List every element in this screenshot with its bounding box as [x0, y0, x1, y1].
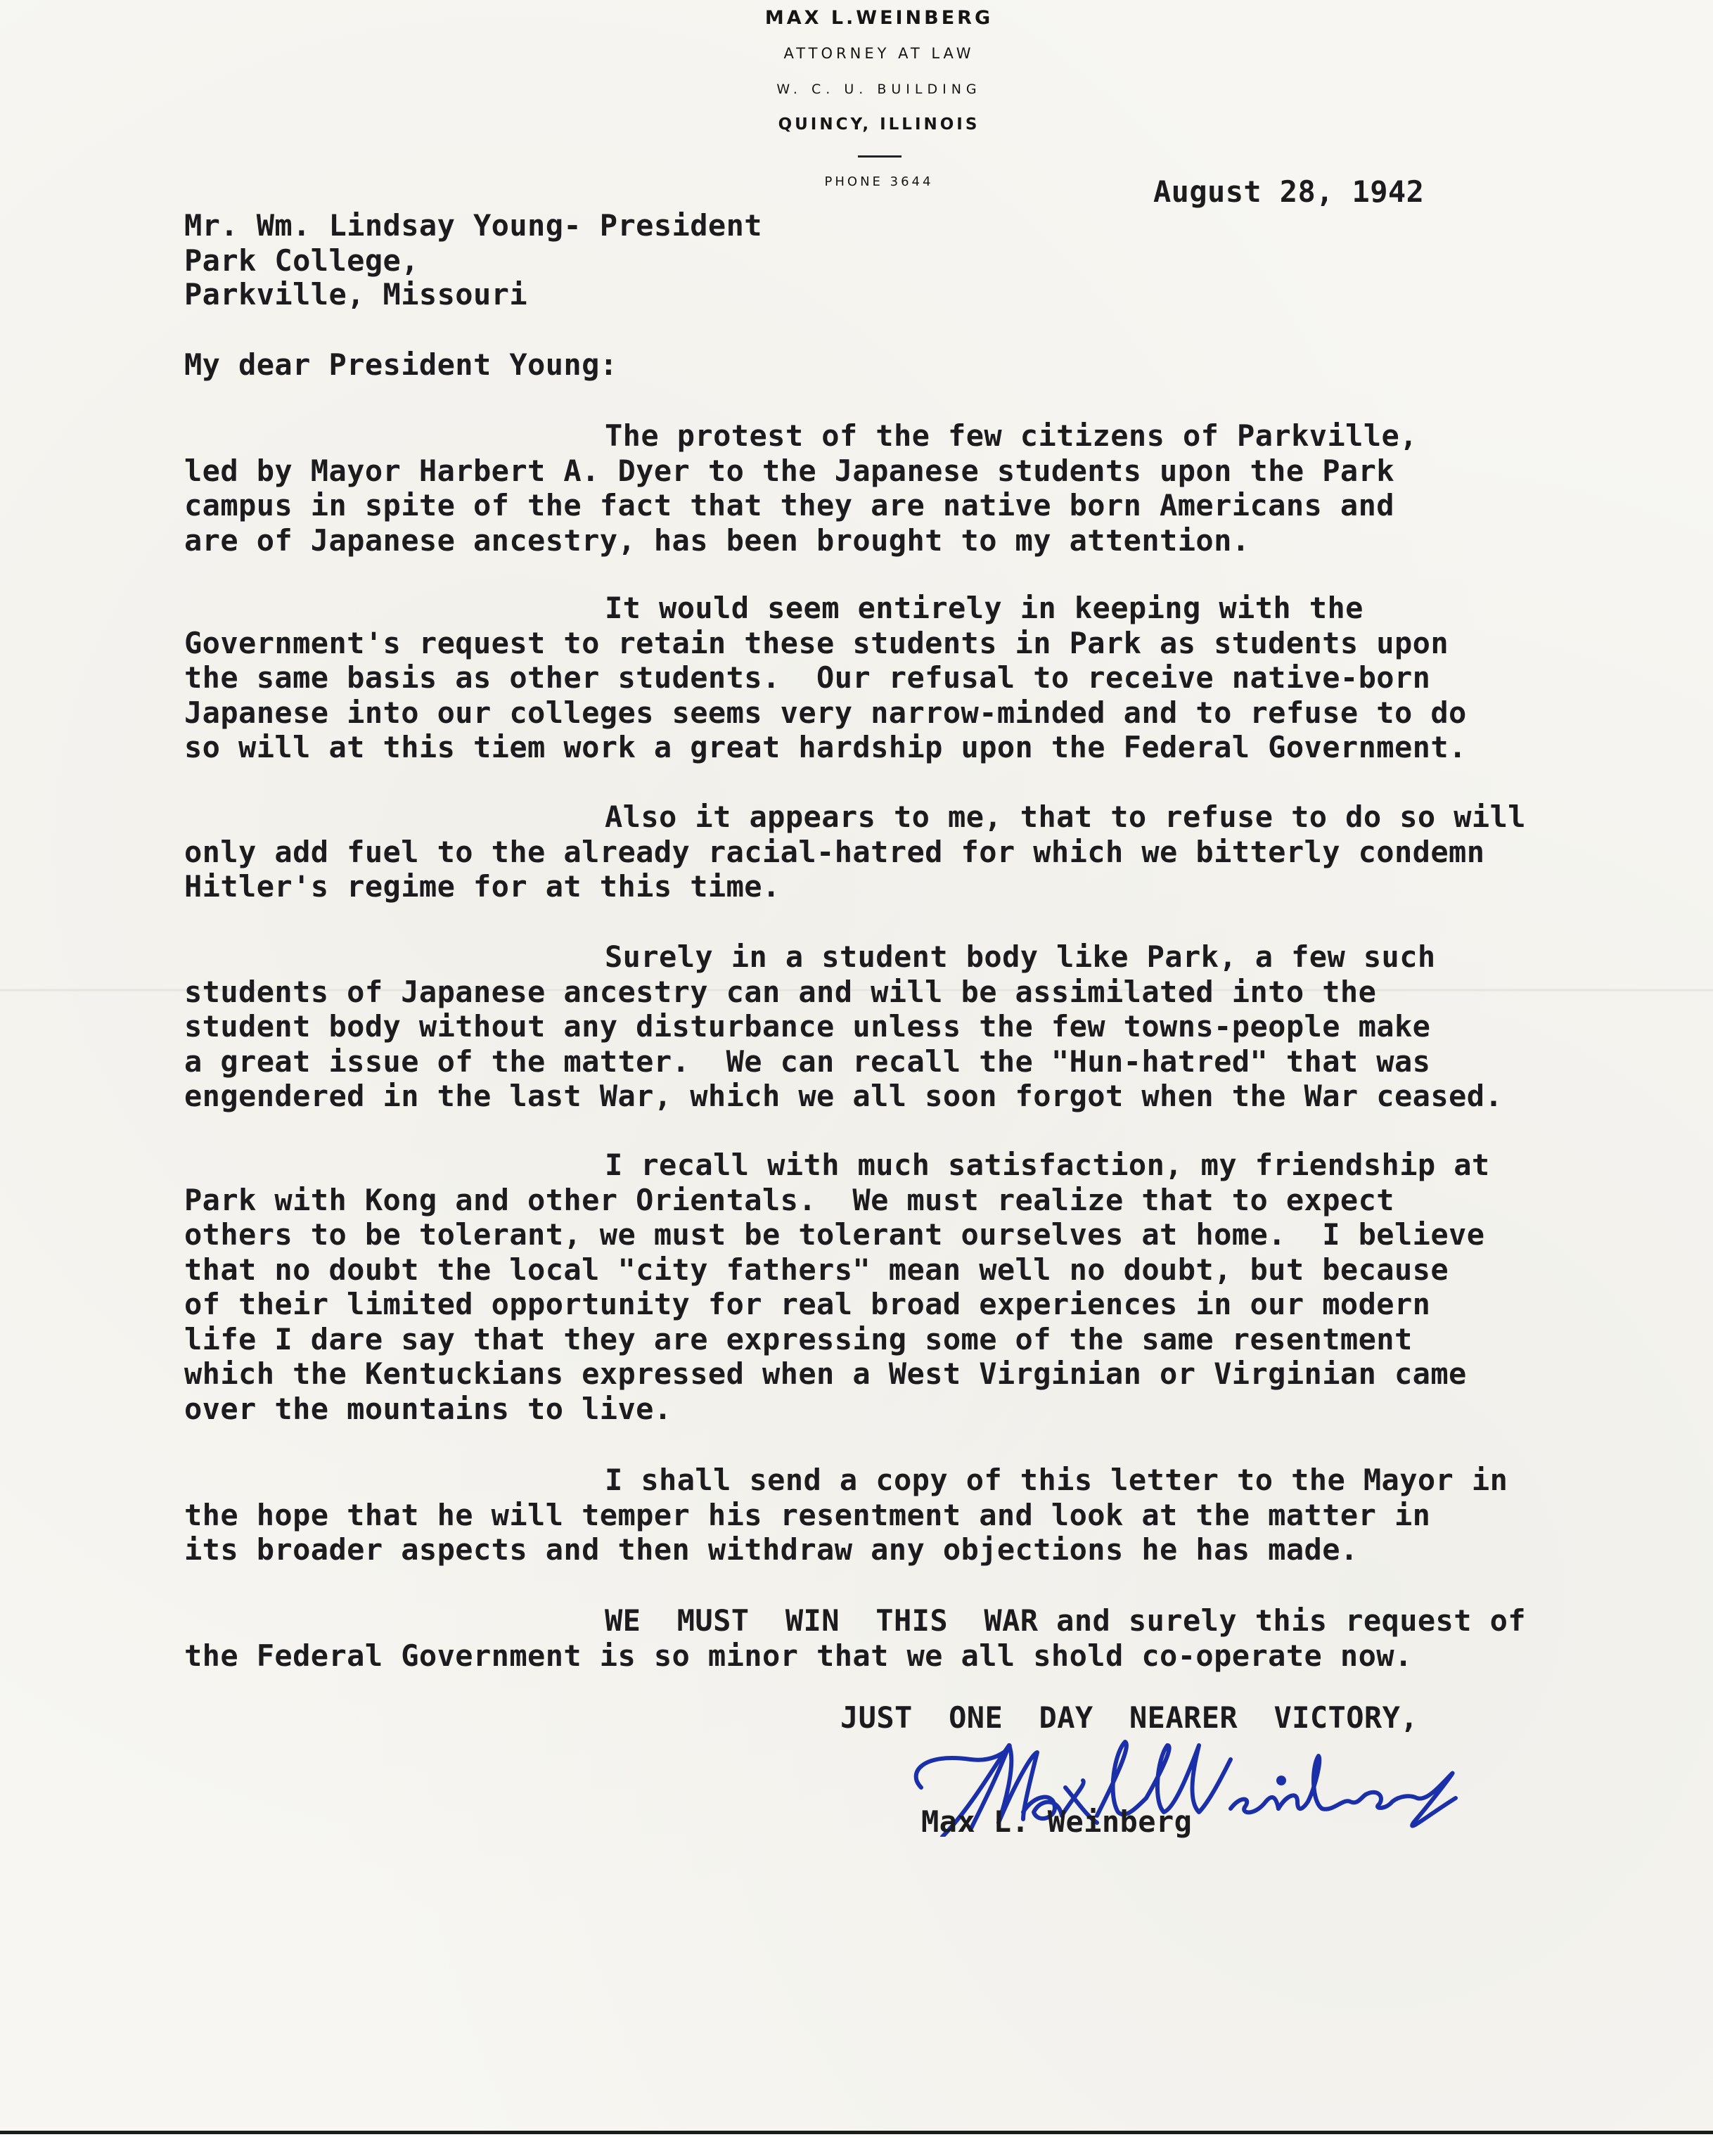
paragraph-line: student body without any disturbance unless the few towns-people make — [184, 1009, 1431, 1044]
paragraph-line: I recall with much satisfaction, my friendship at — [605, 1148, 1490, 1182]
paragraph-line: The protest of the few citizens of Parkville, — [605, 418, 1418, 453]
recipient-line-3: Parkville, Missouri — [184, 277, 528, 312]
paragraph-line: Hitler's regime for at this time. — [184, 869, 781, 904]
paragraph-line: Surely in a student body like Park, a few such — [605, 939, 1436, 974]
complimentary-closing: JUST ONE DAY NEARER VICTORY, — [840, 1700, 1418, 1735]
recipient-line-1: Mr. Wm. Lindsay Young- President — [184, 208, 762, 243]
paragraph-line: engendered in the last War, which we all soon forgot when the War ceased. — [184, 1079, 1503, 1113]
paragraph-line: that no doubt the local "city fathers" mean well no doubt, but because — [184, 1252, 1449, 1287]
letterhead-divider — [858, 155, 902, 158]
letterhead-phone: PHONE 3644 — [824, 174, 934, 189]
paragraph-line: others to be tolerant, we must be tolerant ourselves at home. I believe — [184, 1217, 1485, 1252]
paragraph-line: Japanese into our colleges seems very narrow-minded and to refuse to do — [184, 695, 1467, 730]
paragraph-7 — [184, 1603, 1526, 1673]
letterhead-building: W. C. U. BUILDING — [776, 82, 982, 97]
paragraph-line: Park with Kong and other Orientals. We must realize that to expect — [184, 1182, 1394, 1217]
paragraph-line: life I dare say that they are expressing some of the same resentment — [184, 1321, 1413, 1356]
paragraph-line: students of Japanese ancestry can and will be assimilated into the — [184, 974, 1377, 1009]
paragraph-line: a great issue of the matter. We can recall the "Hun-hatred" that was — [184, 1044, 1431, 1079]
letterhead-name: MAX L.WEINBERG — [764, 7, 994, 29]
letterhead-title: ATTORNEY AT LAW — [783, 45, 975, 62]
typed-signer-name: Max L. Weinberg — [921, 1804, 1193, 1839]
recipient-line-2: Park College, — [184, 243, 419, 278]
letter-date: August 28, 1942 — [1153, 174, 1425, 209]
paragraph-line: It would seem entirely in keeping with the — [605, 591, 1364, 625]
paragraph-line: the same basis as other students. Our refusal to receive native-born — [184, 660, 1431, 695]
paragraph-line: so will at this tiem work a great hardship upon the Federal Government. — [184, 730, 1467, 764]
paragraph-1 — [184, 418, 1418, 558]
paragraph-line: which the Kentuckians expressed when a West Virginian or Virginian came — [184, 1356, 1467, 1391]
paragraph-line: of their limited opportunity for real broad experiences in our modern — [184, 1287, 1431, 1321]
paragraph-line: over the mountains to live. — [184, 1391, 672, 1426]
paragraph-line: I shall send a copy of this letter to the Mayor in — [605, 1463, 1508, 1497]
paragraph-line: its broader aspects and then withdraw any objections he has made. — [184, 1532, 1359, 1567]
paragraph-line: are of Japanese ancestry, has been brought to my attention. — [184, 522, 1250, 558]
paragraph-4 — [184, 939, 1503, 1114]
paragraph-line: led by Mayor Harbert A. Dyer to the Japanese students upon the Park — [184, 453, 1394, 488]
paragraph-6 — [184, 1463, 1508, 1567]
salutation: My dear President Young: — [184, 347, 618, 382]
paragraph-2 — [184, 591, 1467, 765]
paragraph-line: Also it appears to me, that to refuse to do so will — [605, 800, 1526, 834]
paragraph-line: the hope that he will temper his resentment and look at the matter in — [184, 1497, 1431, 1532]
paragraph-line: only add fuel to the already racial-hatred for which we bitterly condemn — [184, 834, 1485, 869]
paragraph-5 — [184, 1148, 1490, 1426]
paragraph-line: campus in spite of the fact that they are native born Americans and — [184, 488, 1394, 522]
paragraph-line: Government's request to retain these students in Park as students upon — [184, 625, 1449, 660]
paragraph-line: the Federal Government is so minor that we all shold co-operate now. — [184, 1638, 1413, 1673]
paragraph-3 — [184, 800, 1526, 904]
paragraph-line: WE MUST WIN THIS WAR and surely this request of — [605, 1603, 1526, 1638]
letterhead-city: QUINCY, ILLINOIS — [778, 115, 980, 134]
